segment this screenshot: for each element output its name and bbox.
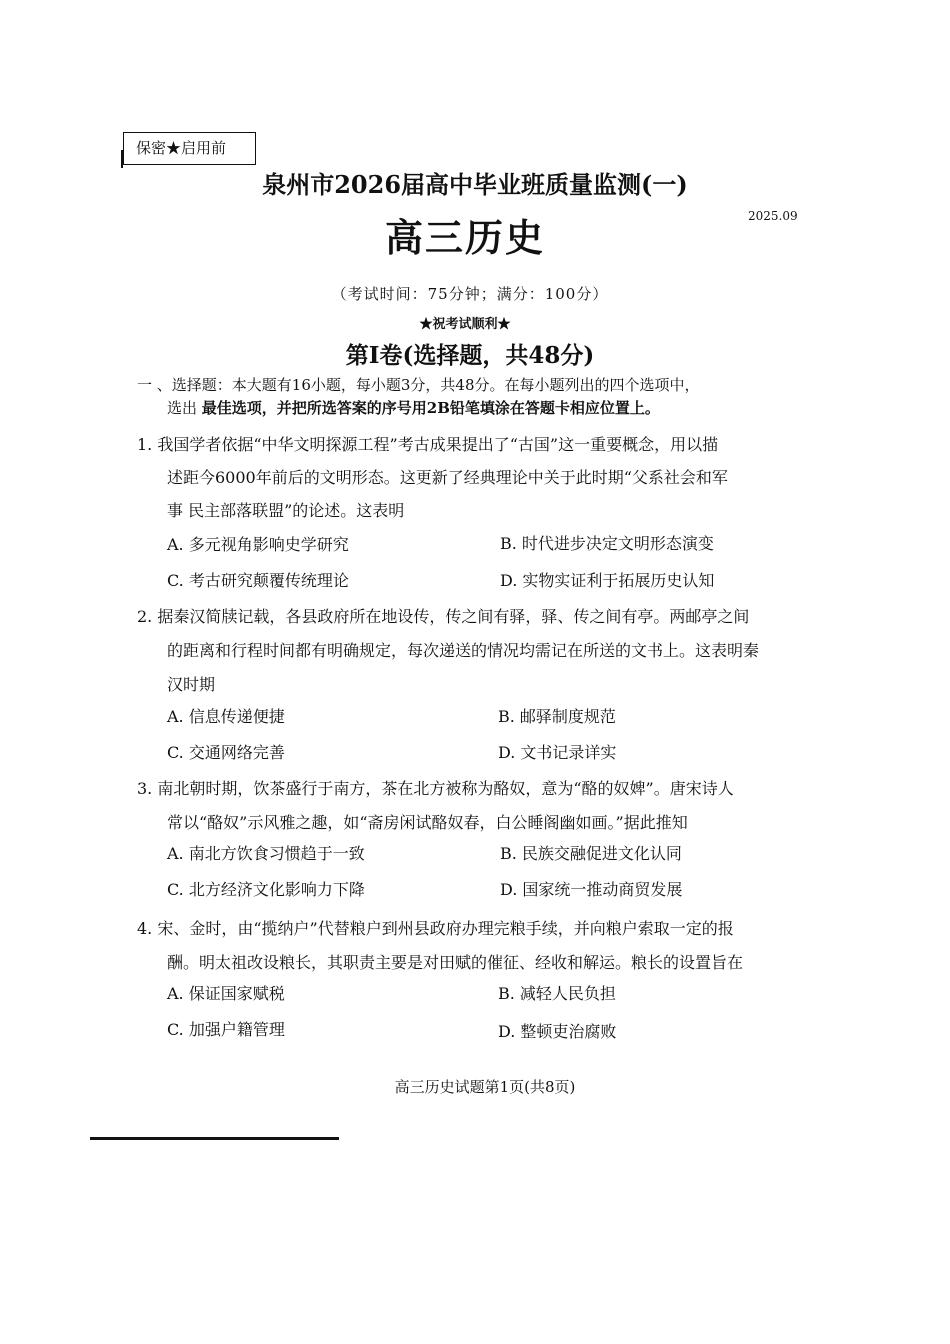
question-2-line-3: 汉时期 bbox=[167, 675, 216, 694]
instructions-bold: 最佳选项，并把所选答案的序号用2B铅笔填涂在答题卡相应位置上。 bbox=[201, 399, 660, 417]
question-1-line-2: 述距今6000年前后的文明形态。这更新了经典理论中关于此时期“父系社会和军 bbox=[167, 468, 728, 487]
subject-title: 高三历史 bbox=[384, 215, 545, 260]
question-3-line-2: 常以“酪奴”示风雅之趣，如“斋房闲试酪奴春，白公睡阁幽如画。”据此推知 bbox=[167, 813, 688, 832]
question-4-option-d: D. 整顿吏治腐败 bbox=[498, 1022, 617, 1041]
question-2-option-a: A. 信息传递便捷 bbox=[167, 707, 285, 726]
question-4-option-a: A. 保证国家赋税 bbox=[167, 984, 285, 1003]
question-2-option-b: B. 邮驿制度规范 bbox=[498, 707, 616, 726]
question-4-line-1: 4. 宋、金时，由“揽纳户”代替粮户到州县政府办理完粮手续，并向粮户索取一定的报 bbox=[137, 919, 734, 938]
instructions-prefix: 选出 bbox=[167, 399, 202, 417]
exam-date: 2025.09 bbox=[748, 209, 798, 223]
question-4-option-b: B. 减轻人民负担 bbox=[498, 984, 616, 1003]
question-3-option-a: A. 南北方饮食习惯趋于一致 bbox=[167, 844, 365, 863]
question-4-line-2: 酬。明太祖改设粮长，其职责主要是对田赋的催征、经收和解运。粮长的设置旨在 bbox=[167, 953, 744, 972]
question-1-option-b: B. 时代进步决定文明形态演变 bbox=[500, 534, 714, 553]
question-1-option-c: C. 考古研究颠覆传统理论 bbox=[167, 571, 349, 590]
question-2-line-1: 2. 据秦汉简牍记载，各县政府所在地设传，传之间有驿，驿、传之间有亭。两邮亭之间 bbox=[137, 607, 750, 626]
question-1-option-d: D. 实物实证利于拓展历史认知 bbox=[500, 571, 715, 590]
confidential-label: 保密★启用前 bbox=[123, 132, 256, 165]
question-2-line-2: 的距离和行程时间都有明确规定，每次递送的情况均需记在所送的文书上。这表明秦 bbox=[167, 641, 760, 660]
instructions-line-1: 一 、选择题：本大题有16小题，每小题3分，共48分。在每小题列出的四个选项中， bbox=[137, 376, 700, 394]
question-1-line-3: 事 民主部落联盟”的论述。这表明 bbox=[167, 501, 405, 520]
question-3-option-b: B. 民族交融促进文化认同 bbox=[500, 844, 682, 863]
label-border-tick bbox=[121, 150, 123, 168]
instructions-line-2 bbox=[167, 398, 660, 418]
page-footer: 高三历史试题第1页(共8页) bbox=[394, 1078, 576, 1096]
footnote-rule bbox=[90, 1137, 339, 1140]
section-title: 第I卷(选择题，共48分) bbox=[345, 342, 595, 369]
question-3-option-d: D. 国家统一推动商贸发展 bbox=[500, 880, 683, 899]
question-1-option-a: A. 多元视角影响史学研究 bbox=[167, 535, 349, 554]
question-3-line-1: 3. 南北朝时期，饮茶盛行于南方，茶在北方被称为酪奴，意为“酪的奴婢”。唐宋诗人 bbox=[137, 779, 734, 798]
question-3-option-c: C. 北方经济文化影响力下降 bbox=[167, 880, 365, 899]
question-1-line-1: 1. 我国学者依据“中华文明探源工程”考古成果提出了“古国”这一重要概念，用以描 bbox=[137, 435, 719, 454]
good-luck-wish: ★祝考试顺利★ bbox=[419, 317, 511, 332]
exam-info: （考试时间：75分钟；满分：100分） bbox=[331, 285, 609, 303]
question-2-option-c: C. 交通网络完善 bbox=[167, 743, 285, 762]
question-4-option-c: C. 加强户籍管理 bbox=[167, 1020, 285, 1039]
exam-title: 泉州市2026届高中毕业班质量监测(一) bbox=[262, 170, 688, 199]
question-2-option-d: D. 文书记录详实 bbox=[498, 743, 617, 762]
